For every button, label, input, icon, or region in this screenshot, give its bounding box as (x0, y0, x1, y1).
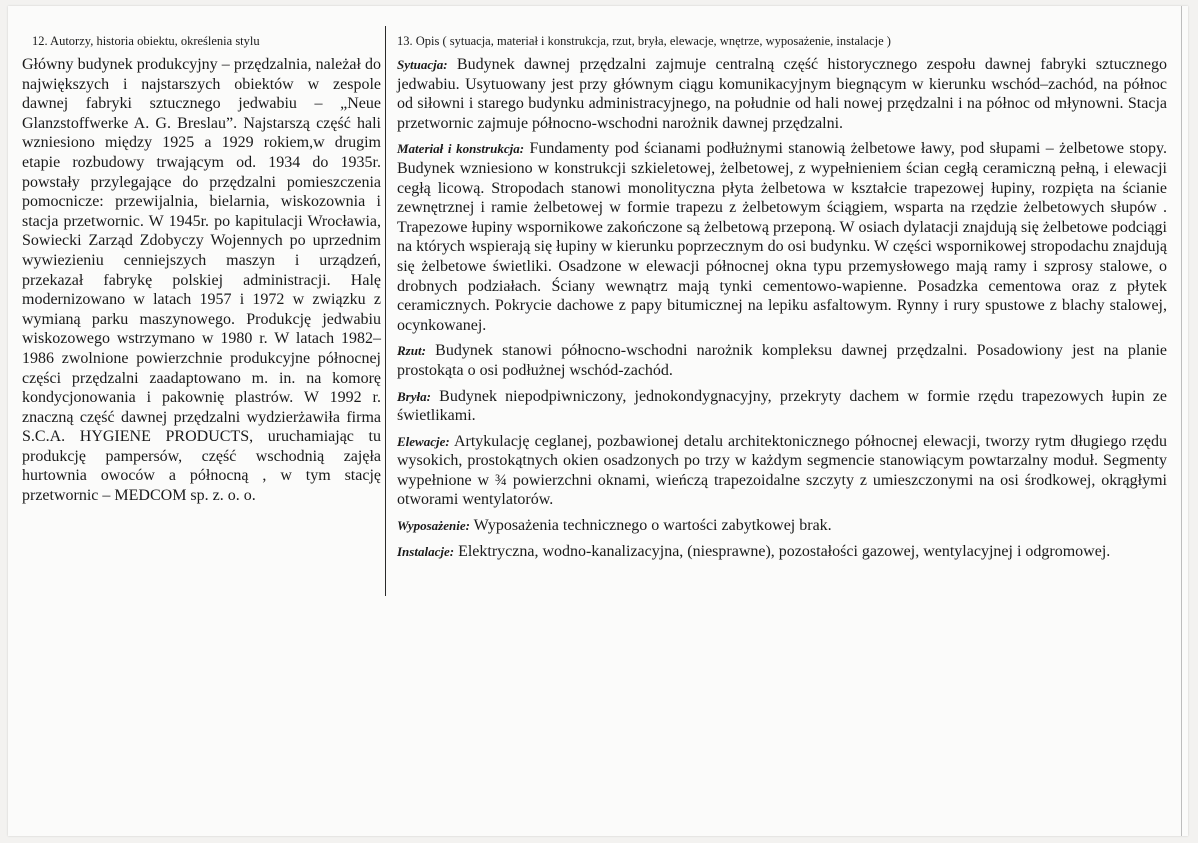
history-heading: 12. Autorzy, historia obiektu, określenia stylu (32, 34, 260, 48)
section-label: Materiał i konstrukcja: (397, 141, 525, 157)
description-column (397, 34, 1167, 567)
section-label: Elewacje: (397, 433, 450, 449)
section-text: Budynek dawnej przędzalni zajmuje centralną część historycznego zespołu dawnej fabryki sztucznego jedwabiu. Usytuowany jest przy głównym ciągu komunikacyjnym biegnącym w kierunku wschód–zachód, na północ od siłowni i starego budynku administracyjnego, na południe od hali nowej przędzalni i na północ od młynowni. Stacja przetwornic zajmuje północno-wschodni narożnik dawnej przędzalni. (397, 56, 1168, 132)
section-text: Budynek stanowi północno-wschodni narożnik kompleksu dawnej przędzalni. Posadowiony jest na planie prostokąta o osi podłużnej wschód-zachód. (397, 342, 1167, 379)
section-material-konstrukcja (397, 139, 1167, 335)
section-wyposazenie (397, 516, 1167, 536)
section-instalacje (397, 542, 1167, 562)
section-label: Sytuacja: (397, 57, 448, 72)
section-elewacje (397, 432, 1167, 510)
description-heading: 13. Opis ( sytuacja, materiał i konstrukcja, rzut, bryła, elewacje, wnętrze, wyposażenie, instalacje ) (397, 34, 891, 48)
document-page (8, 6, 1188, 836)
section-label: Bryła: (397, 388, 431, 404)
section-label: Instalacje: (397, 543, 455, 559)
history-column (22, 34, 381, 506)
section-text: Wyposażenia technicznego o wartości zabytkowej brak. (473, 517, 832, 535)
section-text: Fundamenty pod ścianami podłużnymi stanowią żelbetowe ławy, pod słupami – żelbetowe stopy. Budynek wzniesiono w konstrukcji szkieletowej, żelbetowej, z wypełnieniem ścian cegłą ceramiczną pełną, i elewacji cegłą licową. Stropodach stanowi monolityczna płyta żelbetowa w kształcie trapezowej łupiny, rozpięta na ścianie zewnętrznej i ramie żelbetowej w formie trapezu z żelbetowym ściągiem, wsparta na rzędzie żelbetowych słupów . Trapezowe łupiny wspornikowe zakończone są żelbetową przeponą. W osiach dylatacji znajdują się żelbetowe podciągi na których wspierają się łupiny w kierunku poprzecznym do osi budynku. W części wspornikowej stropodachu znajdują się żelbetowe świetliki. Osadzone w elewacji północnej okna typu przemysłowego mają ramy i szprosy stalowe, o drobnych podziałach. Ściany wewnątrz mają tynki cementowo-wapienne. Posadzka cementowa oraz z płytek ceramicznych. Pokrycie dachowe z papy bitumicznej na lepiku asfaltowym. Rynny i rury spustowe z blachy stalowej, ocynkowanej. (397, 140, 1168, 334)
section-bryla (397, 387, 1167, 426)
section-label: Rzut: (397, 343, 426, 359)
section-text: Artykulację ceglanej, pozbawionej detalu architektonicznego północnej elewacji, tworzy rytm długiego rzędu wysokich, prostokątnych okien osadzonych po trzy w każdym segmencie stanowiącym powtarzalny moduł. Segmenty wypełnione w ¾ powierzchni oknami, wieńczą trapezoidalne szczyty z umieszczonymi na osi środkowej, okrągłymi otworami wentylatorów. (397, 432, 1167, 509)
section-sytuacja (397, 55, 1167, 133)
section-text: Elektryczna, wodno-kanalizacyjna, (niesprawne), pozostałości gazowej, wentylacyjnej i odgromowej. (458, 542, 1111, 560)
section-text: Budynek niepodpiwniczony, jednokondygnacyjny, przekryty dachem w formie rzędu trapezowych łupin ze świetlikami. (397, 387, 1168, 425)
column-divider (385, 26, 386, 596)
section-rzut (397, 341, 1167, 380)
history-text: Główny budynek produkcyjny – przędzalnia, należał do największych i najstarszych obiektów w zespole dawnej fabryki sztucznego jedwabiu – „Neue Glanzstoffwerke A. G. Breslau”. Najstarszą część hali wzniesiono między 1925 a 1929 rokiem,w drugim etapie rozbudowy trwającym od. 1934 do 1935r. powstały przylegające do przędzalni pomieszczenia pomocnicze: przewijalnia, bielarnia, wiskozownia i stacja przetwornic. W 1945r. po kapitulacji Wrocławia, Sowiecki Zarząd Zdobyczy Wojennych po uprzednim wywiezieniu cenniejszych maszyn i urządzeń, przekazał fabrykę polskiej administracji. Halę modernizowano w latach 1957 i 1972 w związku z wymianą parku maszynowego. Produkcję jedwabiu wiskozowego wstrzymano w 1980 r. W latach 1982–1986 zwolnione powierzchnie produkcyjne północnej części przędzalni zaadaptowano m. in. na komorę kondycjonowania i pakownię plastrów. W 1992 r. znaczną część dawnej przędzalni wydzierżawiła firma S.C.A. HYGIENE PRODUCTS, uruchamiając tu produkcję pampersów, część wschodnią zajęła hurtownia owoców a północną , w tym stację przetwornic – MEDCOM sp. z. o. o. (22, 56, 381, 505)
page-edge (1181, 6, 1182, 836)
section-label: Wyposażenie: (397, 518, 470, 534)
